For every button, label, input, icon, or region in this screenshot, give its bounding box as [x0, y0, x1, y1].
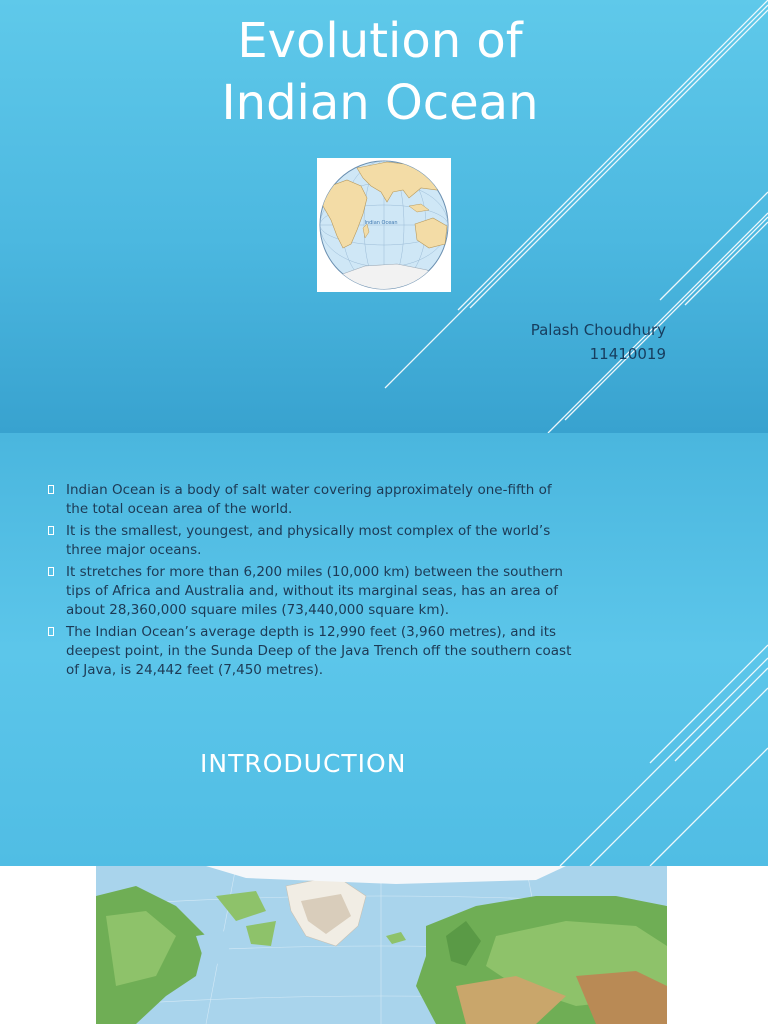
bullet-icon — [48, 627, 54, 636]
title-line-2: Indian Ocean — [221, 75, 539, 131]
title-slide — [0, 0, 768, 433]
indian-ocean-globe-image — [317, 158, 451, 292]
bullet-text: The Indian Ocean’s average depth is 12,990 feet (3,960 metres), and its deepest point, in the Sunda Deep of the Java Trench off the southern coast of Java, is 24,442 feet (7,450 metres). — [66, 624, 572, 678]
title-line-1: Evolution of — [237, 13, 523, 69]
globe-label: Indian Ocean — [364, 220, 398, 226]
bullet-icon — [48, 567, 54, 576]
bullet-icon — [48, 485, 54, 494]
author-block — [531, 318, 666, 366]
bullet-icon — [48, 526, 54, 535]
bullet-item — [46, 623, 576, 680]
bullet-item — [46, 563, 576, 620]
introduction-slide — [0, 433, 768, 866]
bullet-text: It is the smallest, youngest, and physically most complex of the world’s three major oceans. — [66, 523, 551, 558]
bullet-item — [46, 522, 576, 560]
bullet-item — [46, 481, 576, 519]
bullet-text: It stretches for more than 6,200 miles (10,000 km) between the southern tips of Africa and Australia and, without its marginal seas, has an area of about 28,360,000 square miles (73,440,000 square km). — [66, 564, 563, 618]
world-physical-map-image — [96, 866, 667, 1024]
intro-bullet-list — [46, 481, 576, 683]
bullet-text: Indian Ocean is a body of salt water covering approximately one-fifth of the total ocean area of the world. — [66, 482, 552, 517]
slide-title — [150, 10, 610, 134]
section-title: INTRODUCTION — [200, 749, 407, 778]
author-id: 11410019 — [589, 345, 666, 363]
globe-illustration — [317, 158, 451, 292]
world-map-illustration — [96, 866, 667, 1024]
author-name: Palash Choudhury — [530, 321, 666, 339]
